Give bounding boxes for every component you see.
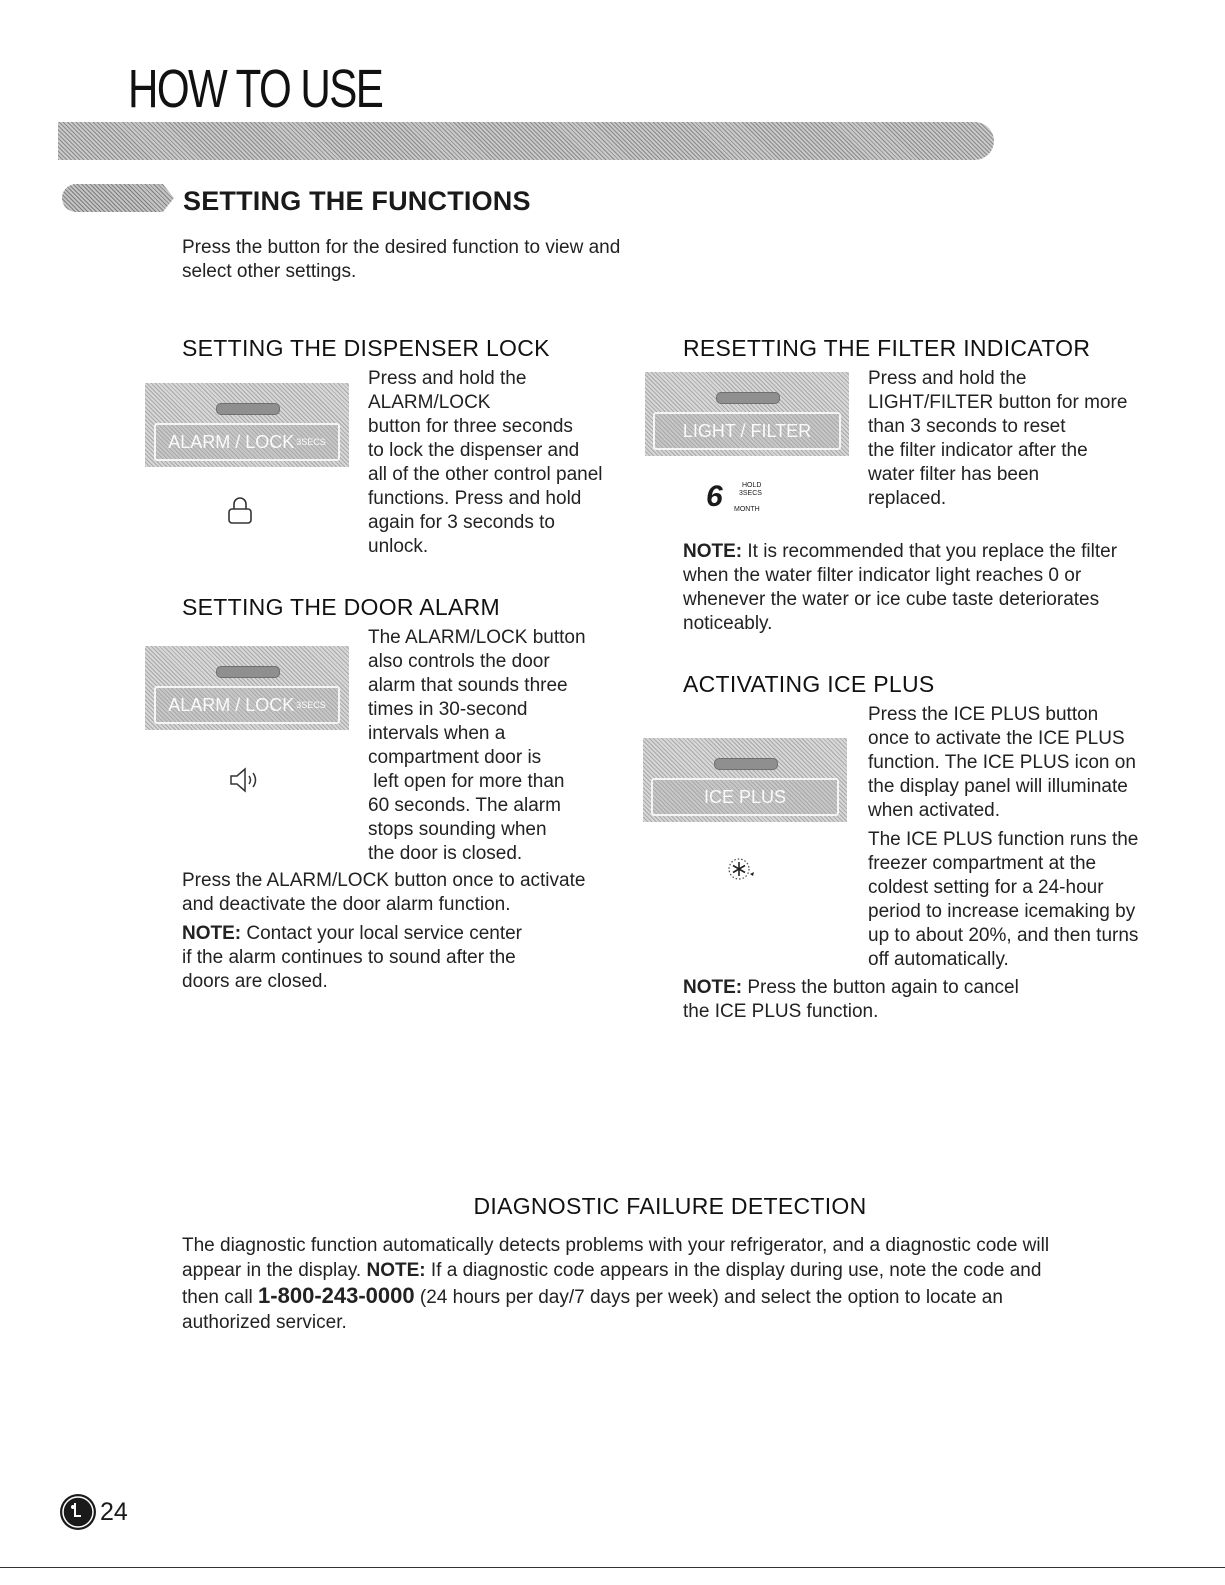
filter-display-month: MONTH bbox=[734, 506, 760, 513]
alarm-lock-button[interactable]: ALARM / LOCK 3SECS bbox=[154, 686, 340, 724]
light-filter-button[interactable]: LIGHT / FILTER bbox=[653, 412, 841, 450]
alarm-lock-button[interactable]: ALARM / LOCK 3SECS bbox=[154, 423, 340, 461]
door-alarm-heading: SETTING THE DOOR ALARM bbox=[182, 594, 500, 620]
door-alarm-text: The ALARM/LOCK button also controls the door alarm that sounds three times in 30-second intervals when a compartment door is left open for more than 60 seconds. The alarm stops sounding when the door is closed. bbox=[368, 627, 586, 864]
diagnostic-heading: DIAGNOSTIC FAILURE DETECTION bbox=[473, 1193, 867, 1219]
intro-text: Press the button for the desired function to view and select other settings. bbox=[182, 237, 621, 282]
ice-plus-text-2: The ICE PLUS function runs the freezer compartment at the coldest setting for a 24-hour period to increase icemaking by up to about 20%, and then turns off automatically. bbox=[868, 829, 1139, 970]
filter-display-hold: HOLD bbox=[742, 482, 762, 489]
ice-plus-button[interactable]: ICE PLUS bbox=[651, 778, 839, 816]
filter-display-secs: 3SECS bbox=[739, 490, 762, 497]
section-marker bbox=[62, 184, 174, 212]
section-heading: SETTING THE FUNCTIONS bbox=[183, 186, 531, 216]
indicator-light bbox=[716, 392, 780, 404]
page-number: 24 bbox=[100, 1498, 128, 1526]
speaker-icon bbox=[228, 766, 264, 794]
snowflake-icon bbox=[724, 852, 758, 886]
filter-display bbox=[706, 480, 786, 520]
light-filter-panel bbox=[645, 372, 849, 456]
lock-icon bbox=[227, 496, 253, 526]
indicator-light bbox=[216, 403, 280, 415]
ice-plus-panel bbox=[643, 738, 847, 822]
page-title: HOW TO USE bbox=[128, 59, 383, 119]
door-alarm-after: Press the ALARM/LOCK button once to activate and deactivate the door alarm function. bbox=[182, 870, 586, 915]
indicator-light bbox=[714, 758, 778, 770]
footer-rule bbox=[0, 1567, 1225, 1568]
dispenser-lock-text: Press and hold the ALARM/LOCK button for three seconds to lock the dispenser and all of the other control panel functions. Press and hold again for 3 seconds to unlock. bbox=[368, 368, 603, 557]
door-alarm-panel bbox=[145, 646, 349, 730]
filter-text: Press and hold the LIGHT/FILTER button for more than 3 seconds to reset the filter indicator after the water filter has been replaced. bbox=[868, 368, 1128, 509]
dispenser-lock-heading: SETTING THE DISPENSER LOCK bbox=[182, 335, 550, 361]
filter-heading: RESETTING THE FILTER INDICATOR bbox=[683, 335, 1091, 361]
ice-plus-note: NOTE: Press the button again to cancel the ICE PLUS function. bbox=[683, 977, 1019, 1022]
lg-logo-icon bbox=[60, 1494, 96, 1530]
phone-number: 1-800-243-0000 bbox=[258, 1283, 415, 1308]
ice-plus-text-1: Press the ICE PLUS button once to activate the ICE PLUS function. The ICE PLUS icon on the display panel will illuminate when activated. bbox=[868, 704, 1136, 821]
door-alarm-note: NOTE: Contact your local service center if the alarm continues to sound after the doors are closed. bbox=[182, 923, 523, 992]
filter-display-digit: 6 bbox=[706, 480, 723, 513]
diagnostic-text: The diagnostic function automatically detects problems with your refrigerator, and a diagnostic code will appear in the display. NOTE: If a diagnostic code appears in the display during use, note the code and then call 1-800-243-0000 (24 hours per day/7 days per week) and select the option to locate an authorized servicer. bbox=[182, 1235, 1050, 1333]
header-bar bbox=[58, 122, 994, 160]
filter-note: NOTE: It is recommended that you replace the filter when the water filter indicator light reaches 0 or whenever the water or ice cube taste deteriorates noticeably. bbox=[683, 541, 1118, 634]
indicator-light bbox=[216, 666, 280, 678]
alarm-lock-panel bbox=[145, 383, 349, 467]
ice-plus-heading: ACTIVATING ICE PLUS bbox=[683, 671, 935, 697]
